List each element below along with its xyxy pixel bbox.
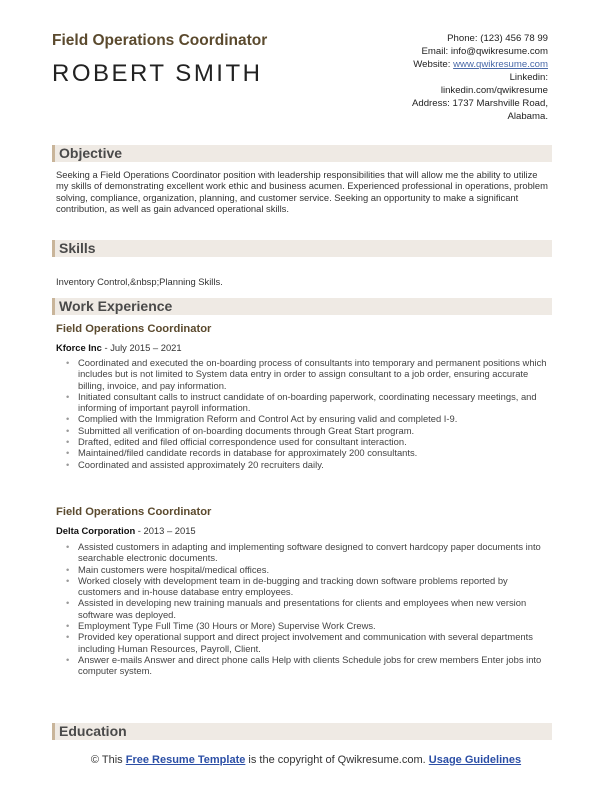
education-heading (52, 723, 552, 740)
list-item: • Worked closely with development team in de-bugging and tracking down software problems reported by customers and in-house database entry employees. (56, 575, 552, 598)
footer-prefix: © This (90, 754, 126, 766)
contact-address (348, 97, 548, 110)
contact-address-line2: Alabama. (507, 111, 548, 122)
list-item: • Submitted all verification of on-boarding documents through Great Start program. (56, 425, 552, 436)
job-employer (56, 342, 182, 353)
list-item: • Employment Type Full Time (30 Hours or More) Supervise Work Crews. (56, 620, 552, 631)
work-experience-heading (52, 298, 552, 315)
header-job-title: Field Operations Coordinator (52, 32, 268, 49)
free-resume-template-link[interactable]: Free Resume Template (125, 754, 246, 766)
list-item: • Maintained/filed candidate records in database for approximately 200 consultants. (56, 447, 552, 458)
company-name: Kforce Inc (56, 342, 102, 353)
objective-text: Seeking a Field Operations Coordinator position with leadership responsibilities that will allow me the ability to utilize my skills of demonstrating excellent work ethic and business acumen. Experienced professional in operations, problem solving, compliance, organization, planning, and customer service. Seeking an opportunity to make a significant contribution, as well as gain advanced operational skills. (56, 169, 548, 214)
objective-heading-text: Objective (59, 145, 123, 161)
contact-block (348, 32, 548, 123)
website-link[interactable]: www.qwikresume.com (453, 59, 548, 70)
list-item: • Main customers were hospital/medical offices. (56, 564, 552, 575)
job-dates: - 2013 – 2015 (135, 525, 196, 536)
phone-value: (123) 456 78 99 (480, 33, 548, 44)
contact-phone (348, 32, 548, 45)
address-label: Address: (411, 98, 450, 109)
list-item: • Provided key operational support and direct project involvement and communication with several departments including Human Resources, Payroll, Client. (56, 631, 552, 654)
list-item: • Initiated consultant calls to instruct candidate of on-boarding paperwork, coordinating necessary meetings, and informing of important payroll information. (56, 391, 552, 414)
candidate-name: ROBERT SMITH (52, 60, 263, 87)
list-item: • Answer e-mails Answer and direct phone calls Help with clients Schedule jobs for crew members Enter jobs into computer system. (56, 654, 552, 677)
work-experience-heading-text: Work Experience (59, 298, 173, 314)
contact-linkedin-label: Linkedin: (509, 72, 548, 83)
job-bullets (56, 357, 552, 470)
job-dates: - July 2015 – 2021 (101, 342, 182, 353)
list-item: • Assisted customers in adapting and implementing software designed to convert hardcopy paper documents into searchable electronic documents. (56, 541, 552, 564)
contact-linkedin: linkedin.com/qwikresume (440, 85, 548, 96)
objective-heading (52, 145, 552, 162)
website-label: Website: (413, 59, 451, 70)
job-bullets (56, 541, 552, 677)
phone-label: Phone: (447, 33, 478, 44)
resume-header (52, 32, 552, 132)
job-employer (56, 525, 196, 536)
footer-middle: is the copyright of Qwikresume.com. (245, 754, 429, 766)
company-name: Delta Corporation (56, 525, 136, 536)
skills-text: Inventory Control,&nbsp;Planning Skills. (56, 276, 223, 287)
list-item: • Complied with the Immigration Reform and Control Act by ensuring valid and completed I-9. (56, 413, 552, 424)
list-item: • Coordinated and assisted approximately 20 recruiters daily. (56, 459, 552, 470)
usage-guidelines-link[interactable]: Usage Guidelines (428, 754, 522, 766)
email-value: info@qwikresume.com (450, 46, 548, 57)
contact-email (348, 45, 548, 58)
contact-website (348, 58, 548, 71)
education-heading-text: Education (59, 723, 127, 739)
job-title: Field Operations Coordinator (56, 506, 212, 518)
list-item: • Coordinated and executed the on-boarding process of consultants into temporary and permanent positions which includes but is not limited to System data entry in order to assign consultant to a job order, ensuring accurate billing, invoice, and pay information. (56, 357, 552, 391)
skills-heading-text: Skills (59, 240, 96, 256)
copyright-footer (60, 754, 552, 767)
address-line1: 1737 Marshville Road, (452, 98, 548, 109)
email-label: Email: (421, 46, 449, 57)
skills-heading (52, 240, 552, 257)
list-item: • Drafted, edited and filed official correspondence used for consultant interaction. (56, 436, 552, 447)
list-item: • Assisted in developing new training manuals and presentations for clients and employees when new version software was deployed. (56, 597, 552, 620)
job-title: Field Operations Coordinator (56, 323, 212, 335)
